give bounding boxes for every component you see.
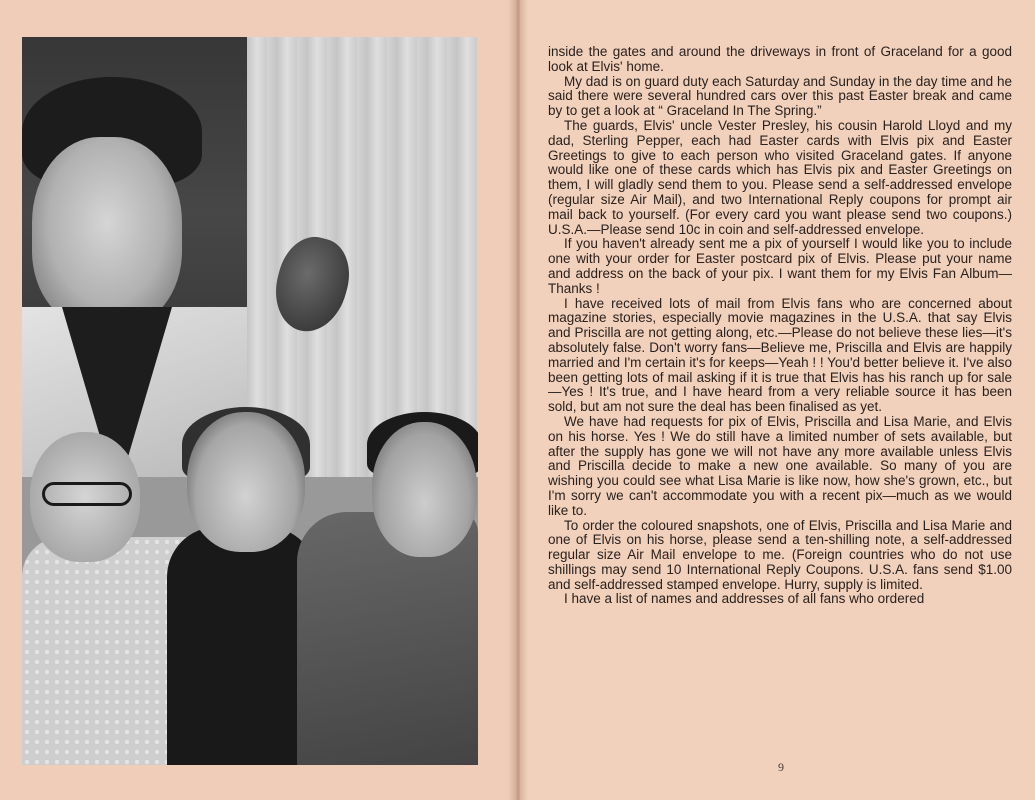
paragraph: inside the gates and around the driveways in front of Graceland for a good look at Elvis' home.	[548, 44, 1012, 74]
paragraph: I have a list of names and addresses of all fans who ordered	[564, 591, 925, 607]
man-right-head	[372, 422, 477, 557]
poster-face	[32, 137, 182, 327]
paragraph: If you haven't already sent me a pix of yourself I would like you to include one with your order for Easter postcard pix of Elvis. Please put your name and address on the back of your pix. I want them for my Elvis Fan Album—Thanks !	[548, 236, 1012, 296]
page-number: 9	[778, 760, 784, 774]
paragraph: We have had requests for pix of Elvis, Priscilla and Lisa Marie, and Elvis on his horse. Yes ! We do still have a limited number of sets available, but after the supply has gone we will not have any more available unless Elvis and Priscilla decide to make a new one available. So many of you are wishing you could see what Lisa Marie is like now, how she's grown, etc., but I'm sorry we can't accommodate you with a recent pix—much as we would like to.	[548, 413, 1012, 518]
left-page	[0, 0, 516, 800]
woman-head	[187, 412, 305, 552]
paragraph: To order the coloured snapshots, one of Elvis, Priscilla and Lisa Marie and one of Elvis on his horse, please send a ten-shilling note, a self-addressed regular size Air Mail envelope to me. (Foreign countries who do not use shillings may send 10 International Reply Coupons. U.S.A. fans send $1.00 and self-addressed stamped envelope. Hurry, supply is limited.	[548, 517, 1012, 592]
woman-body	[167, 527, 317, 765]
paragraph: I have received lots of mail from Elvis fans who are concerned about magazine stories, especially movie magazines in the U.S.A. that say Elvis and Priscilla are not getting along, etc.—Please do not believe these lies—it's absolutely false. Don't worry fans—Believe me, Priscilla and Elvis are happily married and I'm certain it's for keeps—Yeah ! ! You'd better believe it. I've also been getting lots of mail asking if it is true that Elvis has his ranch up for sale—Yes ! It's true, and I have heard from a very reliable source it has been sold, but am not sure the deal has been finalised as yet.	[548, 295, 1012, 415]
article-text	[548, 45, 1012, 607]
paragraph: My dad is on guard duty each Saturday and Sunday in the day time and he said there were several hundred cars over this past Easter break and came by to get a look at “ Graceland In The Spring.”	[548, 73, 1012, 119]
book-gutter	[508, 0, 528, 800]
photograph	[22, 37, 478, 765]
paragraph: The guards, Elvis' uncle Vester Presley, his cousin Harold Lloyd and my dad, Sterling Pepper, each had Easter cards with Elvis pix and Easter Greetings to give to each person who visited Graceland gates. If anyone would like one of these cards which has Elvis pix and Easter Greetings on them, I will gladly send them to you. Please send a self-addressed envelope (regular size Air Mail), and two International Reply coupons for prompt air mail back to yourself. (For every card you want please send two coupons.) U.S.A.—Please send 10c in coin and self-addressed envelope.	[548, 117, 1012, 237]
glasses	[42, 482, 132, 506]
